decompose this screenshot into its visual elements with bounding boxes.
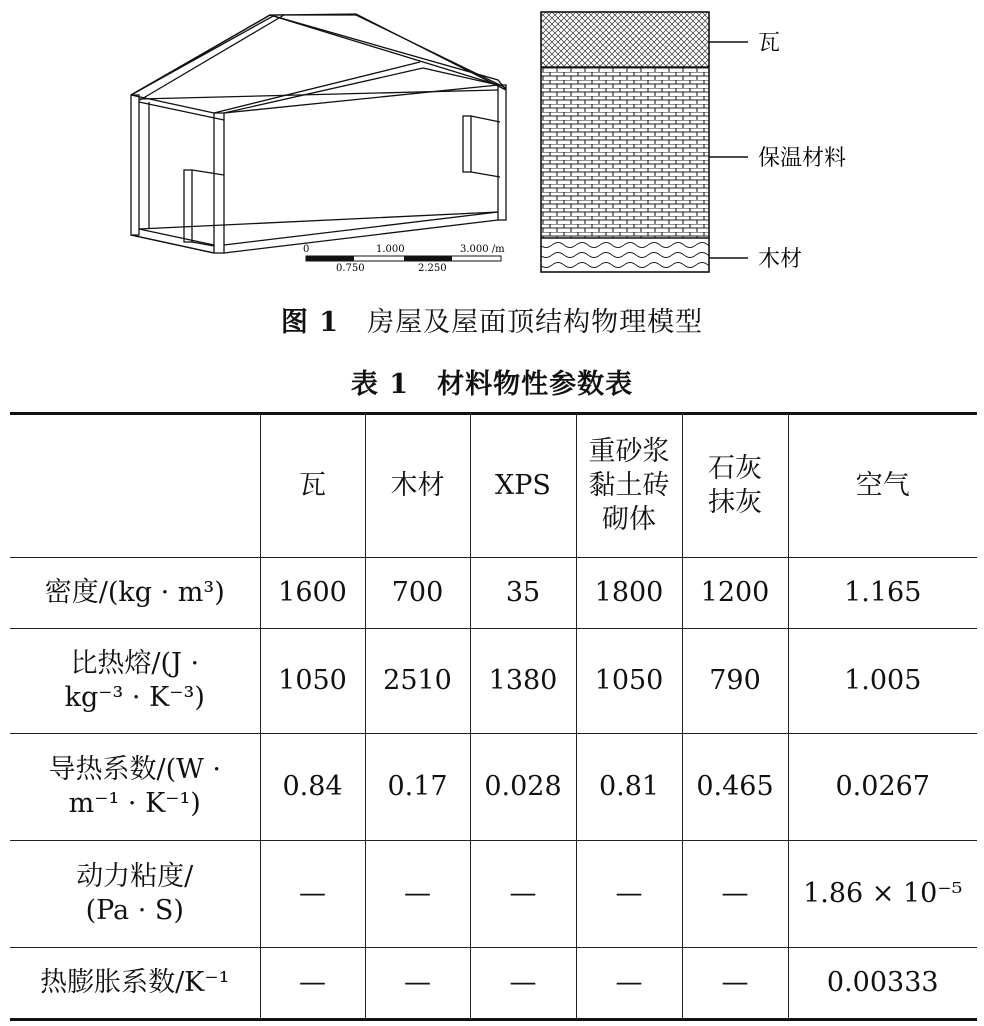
table-row <box>10 558 977 629</box>
figure-caption-number: 图 1 <box>280 307 340 338</box>
table-row <box>10 948 977 1020</box>
scale-bar <box>303 244 505 274</box>
table-cell: 0.028 <box>470 734 576 841</box>
table-cell: 0.0267 <box>788 734 977 841</box>
table-cell: 0.17 <box>365 734 470 841</box>
table-caption <box>0 362 984 401</box>
table-cell: 0.84 <box>260 734 365 841</box>
row-label-thermal-expansion: 热膨胀系数/K⁻¹ <box>10 948 260 1020</box>
figure-caption-text: 房屋及屋面顶结构物理模型 <box>367 307 704 338</box>
scale-tick-2-25: 2.250 <box>418 263 447 274</box>
header-tile: 瓦 <box>260 414 365 558</box>
row-label-specific-heat: 比热熔/(J · kg⁻³ · K⁻³) <box>10 629 260 734</box>
table-cell: 2510 <box>365 629 470 734</box>
scale-tick-1: 1.000 <box>376 244 405 255</box>
table-cell: — <box>260 948 365 1020</box>
header-xps: XPS <box>470 414 576 558</box>
table-caption-text: 材料物性参数表 <box>437 369 634 400</box>
table-cell: — <box>365 841 470 948</box>
table-header-row <box>10 414 977 558</box>
table-cell: 0.465 <box>682 734 788 841</box>
header-lime-plaster: 石灰 抹灰 <box>682 414 788 558</box>
layer-label-insulation: 保温材料 <box>758 146 847 171</box>
table-caption-number: 表 1 <box>350 369 410 400</box>
table-cell: 1600 <box>260 558 365 629</box>
table-cell: 1380 <box>470 629 576 734</box>
material-properties-table <box>10 412 977 1021</box>
table-cell: 1800 <box>576 558 682 629</box>
table-cell: 700 <box>365 558 470 629</box>
table-cell: 1.86 × 10⁻⁵ <box>788 841 977 948</box>
header-air: 空气 <box>788 414 977 558</box>
table-cell: — <box>365 948 470 1020</box>
header-wood: 木材 <box>365 414 470 558</box>
roof-section <box>541 12 846 272</box>
figure-1 <box>0 0 984 290</box>
row-label-density: 密度/(kg · m³) <box>10 558 260 629</box>
table-cell: — <box>576 948 682 1020</box>
header-brick-masonry: 重砂浆 黏土砖 砌体 <box>576 414 682 558</box>
table-cell: 1200 <box>682 558 788 629</box>
house-model <box>131 14 506 253</box>
scale-tick-0-75: 0.750 <box>336 263 365 274</box>
scale-tick-3: 3.000 /m <box>460 244 505 255</box>
table-row <box>10 734 977 841</box>
layer-label-wood: 木材 <box>758 247 803 272</box>
table-cell: 0.00333 <box>788 948 977 1020</box>
table-cell: 1050 <box>260 629 365 734</box>
row-label-thermal-conductivity: 导热系数/(W · m⁻¹ · K⁻¹) <box>10 734 260 841</box>
layer-label-tile: 瓦 <box>758 31 781 56</box>
table-row <box>10 841 977 948</box>
table-cell: — <box>260 841 365 948</box>
table-cell: 1050 <box>576 629 682 734</box>
table-cell: — <box>682 841 788 948</box>
scale-tick-0: 0 <box>303 244 310 255</box>
table-cell: — <box>470 841 576 948</box>
table-cell: — <box>682 948 788 1020</box>
table-cell: 1.005 <box>788 629 977 734</box>
row-label-dynamic-viscosity: 动力粘度/ (Pa · S) <box>10 841 260 948</box>
table-cell: — <box>470 948 576 1020</box>
figure-caption <box>0 300 984 339</box>
header-corner <box>10 414 260 558</box>
table-cell: 790 <box>682 629 788 734</box>
table-cell: — <box>576 841 682 948</box>
table-row <box>10 629 977 734</box>
table-cell: 35 <box>470 558 576 629</box>
table-cell: 1.165 <box>788 558 977 629</box>
table-cell: 0.81 <box>576 734 682 841</box>
